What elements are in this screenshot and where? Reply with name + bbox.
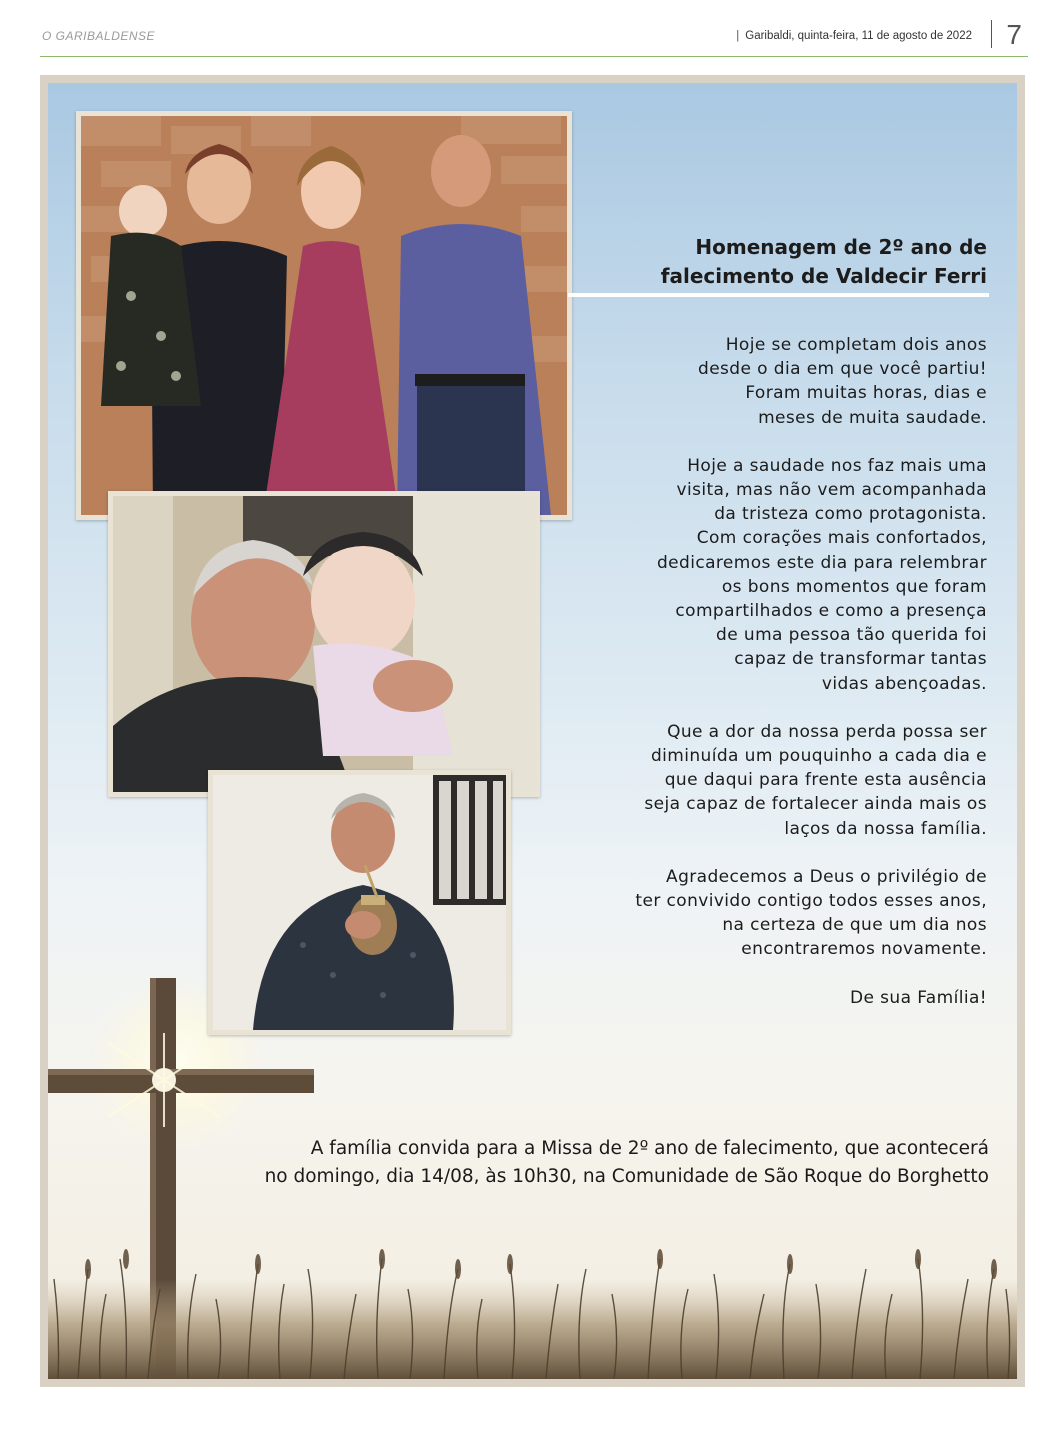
message-signature: De sua Família!: [849, 987, 987, 1008]
tribute-message: [547, 333, 987, 1034]
family-photo-image: [81, 116, 567, 515]
grass-field: [48, 1239, 1017, 1379]
message-paragraph: Hoje se completam dois anos desde o dia em que você partiu! Foram muitas horas, dias e meses de muita saudade.: [698, 335, 987, 428]
dateline: [736, 30, 972, 42]
message-paragraph: Hoje a saudade nos faz mais uma visita, mas não vem acompanhada da tristeza como protagonista. Com corações mais confortados, dedicaremos este dia para relembrar os bons momentos que foram compartilhados e como a presença de uma pessoa tão querida foi capaz de transformar tantas vidas abençoadas.: [656, 455, 987, 694]
dateline-text: Garibaldi, quinta-feira, 11 de agosto de 2022: [745, 30, 972, 42]
mass-invitation: [109, 1135, 989, 1191]
tribute-advertisement: [40, 75, 1025, 1387]
man-with-chimarrao-photo: [208, 770, 511, 1035]
tribute-title-line-1: Homenagem de 2º ano de: [695, 235, 987, 259]
mass-invitation-line-1: A família convida para a Missa de 2º ano de falecimento, que acontecerá: [310, 1138, 989, 1159]
mass-invitation-line-2: no domingo, dia 14/08, às 10h30, na Comunidade de São Roque do Borghetto: [264, 1166, 989, 1187]
page-header: [40, 18, 1028, 57]
tribute-title-line-2: falecimento de Valdecir Ferri: [660, 264, 987, 288]
message-paragraph: Agradecemos a Deus o privilégio de ter convivido contigo todos esses anos, na certeza de que um dia nos encontraremos novamente.: [635, 866, 987, 960]
grandfather-with-baby-image: [113, 496, 535, 792]
ad-background: [48, 83, 1017, 1379]
title-underline: [568, 293, 989, 297]
masthead: O GARIBALDENSE: [42, 29, 156, 43]
page-number: 7: [1006, 19, 1022, 50]
dateline-separator: |: [736, 30, 740, 42]
grandfather-with-baby-photo: [108, 491, 540, 797]
page-number-divider: [991, 20, 992, 48]
message-paragraph: Que a dor da nossa perda possa ser diminuída um pouquinho a cada dia e que daqui para frente esta ausência seja capaz de fortalecer ainda mais os laços da nossa família.: [644, 721, 987, 839]
man-with-chimarrao-image: [213, 775, 506, 1030]
tribute-title: [567, 233, 987, 291]
family-photo: [76, 111, 572, 520]
